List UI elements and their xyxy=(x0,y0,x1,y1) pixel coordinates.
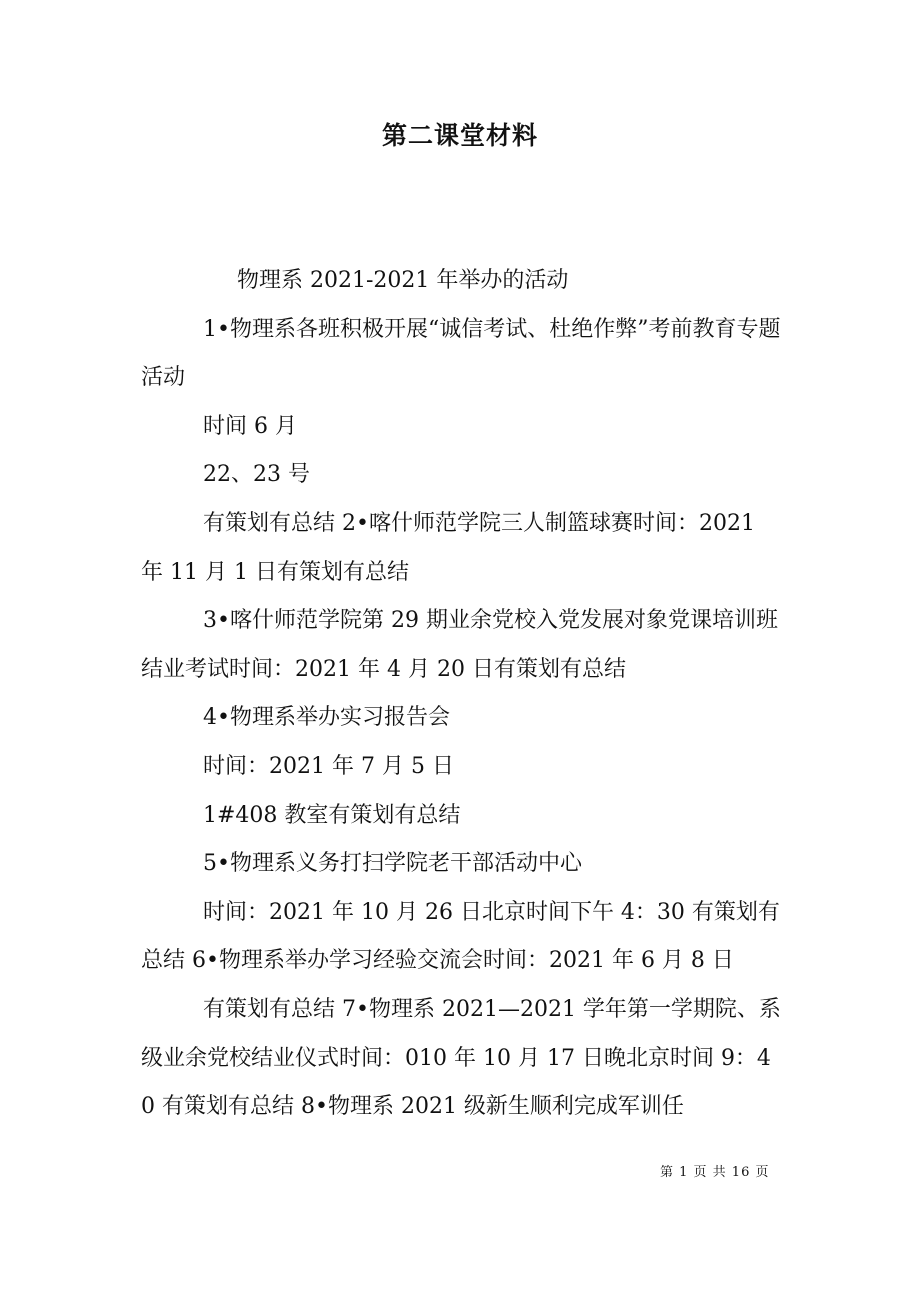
paragraph: 5•物理系义务打扫学院老干部活动中心 xyxy=(203,851,582,877)
paragraph: 时间 6 月 xyxy=(203,413,297,439)
page-title: 第二课堂材料 xyxy=(381,121,538,150)
document-body xyxy=(141,257,781,1132)
page-number-footer xyxy=(660,1163,790,1183)
paragraph: 时间：2021 年 7 月 5 日 xyxy=(203,753,454,779)
paragraph: 物理系 2021-2021 年举办的活动 xyxy=(237,268,569,293)
paragraph: 22、23 号 xyxy=(203,462,310,488)
paragraph: 时间：2021 年 10 月 26 日北京时间下午 4：30 有策划有总结 6•物理系举办学习经验交流会时间：2021 年 6 月 8 日 xyxy=(141,899,780,974)
paragraph: 有策划有总结 2•喀什师范学院三人制篮球赛时间：2021 年 11 月 1 日有策划有总结 xyxy=(141,510,755,585)
paragraph: 1#408 教室有策划有总结 xyxy=(203,802,461,828)
paragraph: 1•物理系各班积极开展“诚信考试、杜绝作弊”考前教育专题活动 xyxy=(141,316,781,391)
paragraph: 4•物理系举办实习报告会 xyxy=(203,705,450,731)
page-number-label: 第 1 页 共 16 页 xyxy=(660,1165,770,1180)
paragraph: 3•喀什师范学院第 29 期业余党校入党发展对象党课培训班结业考试时间：2021 年 4 月 20 日有策划有总结 xyxy=(141,608,778,682)
paragraph: 有策划有总结 7•物理系 2021—2021 学年第一学期院、系级业余党校结业仪式时间：010 年 10 月 17 日晚北京时间 9：40 有策划有总结 8•物理系 2021 级新生顺利完成军训任 xyxy=(141,996,781,1120)
